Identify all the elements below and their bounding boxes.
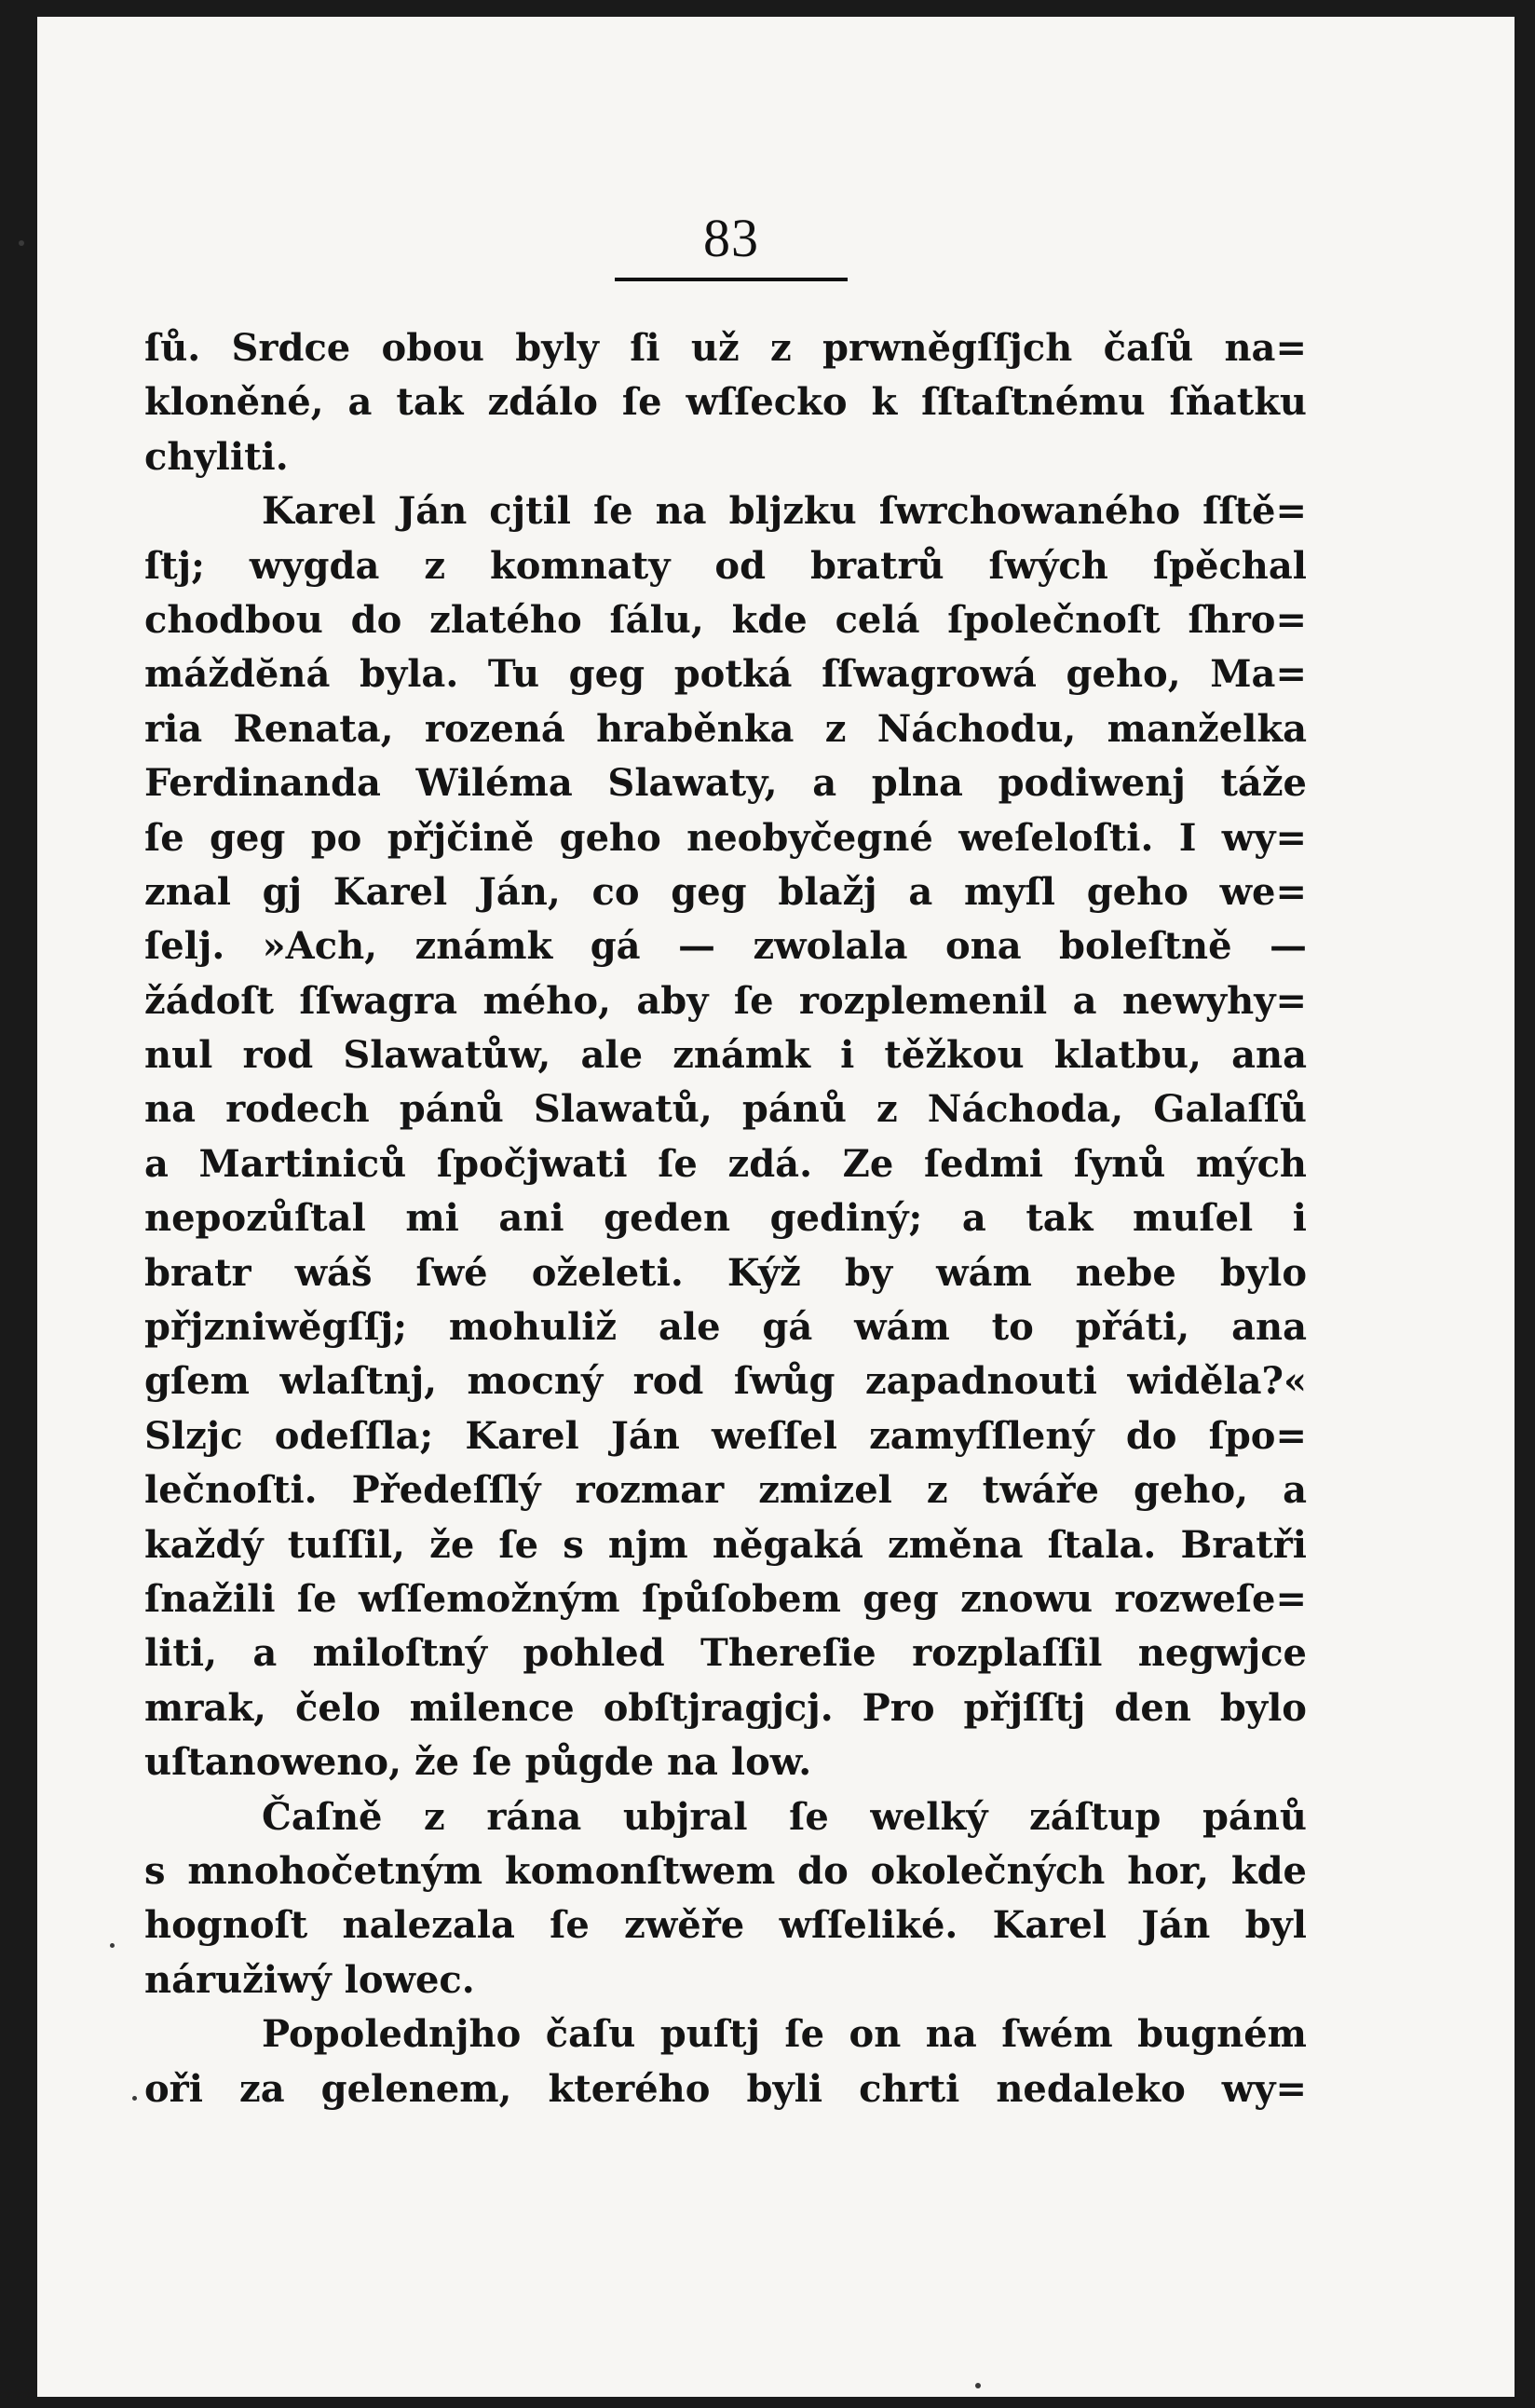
text-line: gſem wlaſtnj, mocný rod ſwůg zapadnouti widěla?« bbox=[144, 1359, 1307, 1404]
scan-speck bbox=[19, 240, 24, 246]
scan-border-left bbox=[0, 0, 37, 2408]
page-number-rule bbox=[615, 278, 848, 281]
text-line: Ferdinanda Wiléma Slawaty, a plna podiwenj táže bbox=[144, 761, 1307, 806]
text-line: kloněné, a tak zdálo ſe wſſecko k ſſtaſtnému ſňatku bbox=[144, 380, 1307, 425]
scan-speck bbox=[975, 2383, 981, 2388]
text-line: a Martiniců ſpočjwati ſe zdá. Ze ſedmi ſynů mých bbox=[144, 1141, 1307, 1186]
text-line: lečnoſti. Předeſſlý rozmar zmizel z twáře geho, a bbox=[144, 1468, 1307, 1513]
text-line: ſů. Srdce obou byly ſi už z prwněgſſjch čaſů na= bbox=[144, 326, 1307, 370]
text-line: Čaſně z rána ubjral ſe welký záſtup pánů bbox=[262, 1794, 1307, 1839]
text-line: Karel Ján cjtil ſe na bljzku ſwrchowaného ſſtě= bbox=[262, 489, 1307, 534]
text-line: uſtanoweno, že ſe půgde na low. bbox=[144, 1740, 812, 1785]
text-line: Slzjc odeſſla; Karel Ján weſſel zamyſſlený do ſpo= bbox=[144, 1413, 1307, 1458]
scan-border-top bbox=[0, 0, 1535, 17]
body-text bbox=[144, 321, 1307, 2116]
text-line: žádoſt ſſwagra mého, aby ſe rozplemenil a newyhy= bbox=[144, 978, 1307, 1023]
text-line: ſtj; wygda z komnaty od bratrů ſwých ſpěchal bbox=[144, 543, 1307, 588]
scan-border-bottom bbox=[0, 2397, 1535, 2408]
text-line: nul rod Slawatůw, ale známk i těžkou klatbu, ana bbox=[144, 1033, 1307, 1078]
text-line: ſnažili ſe wſſemožným ſpůſobem geg znowu rozweſe= bbox=[144, 1576, 1307, 1621]
scan-speck bbox=[110, 1943, 115, 1948]
text-line: oři za gelenem, kterého byli chrti nedaleko wy= bbox=[144, 2066, 1307, 2111]
text-line: nepozůſtal mi ani geden gediný; a tak muſel i bbox=[144, 1196, 1307, 1241]
text-line: znal gj Karel Ján, co geg blažj a myſl geho we= bbox=[144, 869, 1307, 914]
text-line: chodbou do zlatého ſálu, kde celá ſpolečnoſt ſhro= bbox=[144, 597, 1307, 642]
text-line: chyliti. bbox=[144, 434, 289, 479]
text-line: každý tuſſil, že ſe s njm něgaká změna ſtala. Bratři bbox=[144, 1522, 1307, 1567]
text-line: ſelj. »Ach, známk gá — zwolala ona boleſtně — bbox=[144, 924, 1307, 969]
scan-speck bbox=[132, 2096, 137, 2101]
text-line: na rodech pánů Slawatů, pánů z Náchoda, Galaſſů bbox=[144, 1087, 1307, 1132]
text-line: mrak, čelo milence obſtjragjcj. Pro přjſſtj den bylo bbox=[144, 1685, 1307, 1730]
text-line: ria Renata, rozená hraběnka z Náchodu, manželka bbox=[144, 706, 1307, 751]
text-line: přjzniwěgſſj; mohuliž ale gá wám to přáti, ana bbox=[144, 1305, 1307, 1350]
scan-border-right bbox=[1515, 0, 1535, 2408]
text-line: Popolednjho čaſu puſtj ſe on na ſwém bugném bbox=[262, 2012, 1307, 2057]
text-line: bratr wáš ſwé oželeti. Kýž by wám nebe bylo bbox=[144, 1250, 1307, 1295]
text-line: liti, a miloſtný pohled Thereſie rozplaſſil negwjce bbox=[144, 1631, 1307, 1676]
page-number: 83 bbox=[703, 208, 759, 268]
text-line: náružiwý lowec. bbox=[144, 1957, 475, 2002]
text-line: máždĕná byla. Tu geg potká ſſwagrowá geho, Ma= bbox=[144, 652, 1307, 697]
text-line: hognoſt nalezala ſe zwěře wſſeliké. Karel Ján byl bbox=[144, 1903, 1307, 1948]
text-line: ſe geg po přjčině geho neobyčegné weſeloſti. I wy= bbox=[144, 815, 1307, 860]
text-line: s mnohočetným komonſtwem do okolečných hor, kde bbox=[144, 1848, 1307, 1893]
